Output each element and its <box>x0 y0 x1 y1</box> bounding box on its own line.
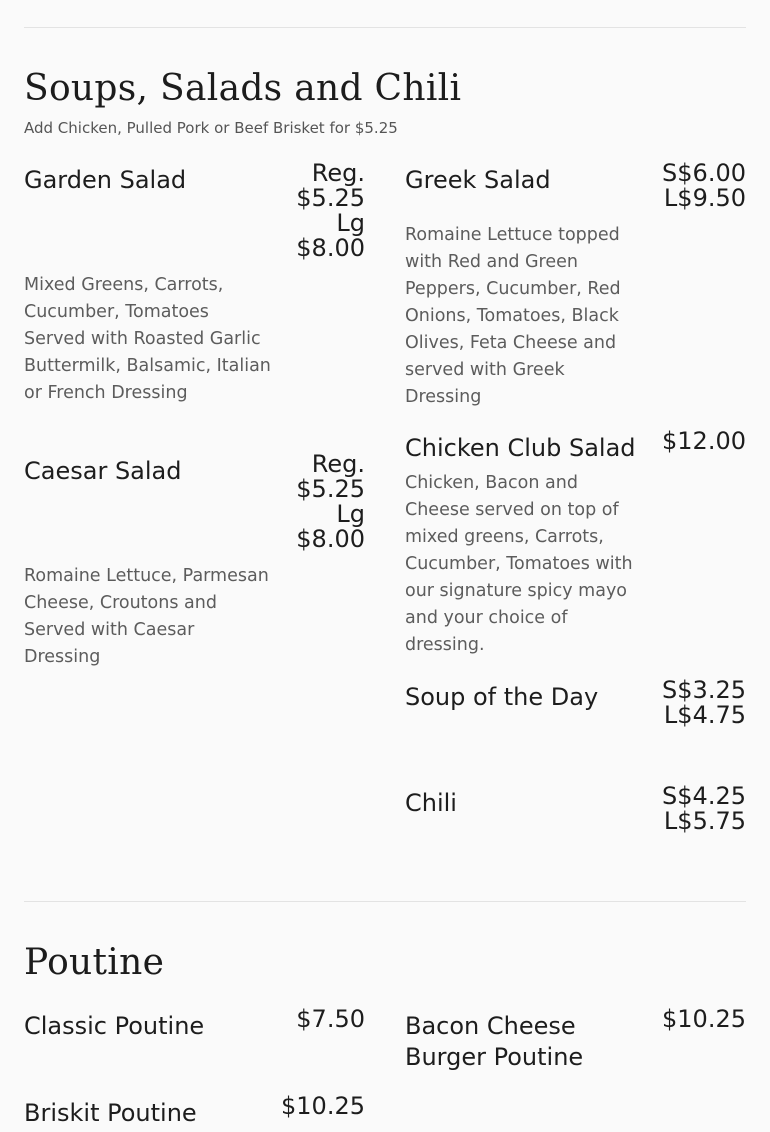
item-name: Briskit Poutine <box>24 1099 197 1127</box>
price-line: S$3.25 <box>662 676 746 704</box>
price-line: S$6.00 <box>662 159 746 187</box>
price-line: Reg. <box>311 450 365 478</box>
item-name: Chili <box>405 789 457 817</box>
item-name: Bacon Cheese Burger Poutine <box>405 1012 584 1071</box>
price-line: $12.00 <box>662 427 746 455</box>
price-line: $5.25 <box>296 475 365 503</box>
section-note-addons: Add Chicken, Pulled Pork or Beef Brisket for $5.25 <box>24 119 398 137</box>
menu-item-classic-poutine[interactable] <box>24 1005 365 1051</box>
item-name: Greek Salad <box>405 166 551 194</box>
item-description: Mixed Greens, Carrots, Cucumber, Tomatoes Served with Roasted Garlic Buttermilk, Balsamic, Italian or French Dressing <box>24 275 271 403</box>
item-price <box>296 161 365 261</box>
menu-item-garden-salad[interactable] <box>24 159 365 410</box>
item-price <box>662 1007 746 1032</box>
price-line: S$4.25 <box>662 782 746 810</box>
item-price <box>662 161 746 211</box>
price-line: Reg. <box>311 159 365 187</box>
price-line: $8.00 <box>296 234 365 262</box>
item-price <box>662 678 746 728</box>
price-line: $8.00 <box>296 525 365 553</box>
price-line: L$4.75 <box>663 701 746 729</box>
item-description: Chicken, Bacon and Cheese served on top of mixed greens, Carrots, Cucumber, Tomatoes with our signature spicy mayo and your choice of dressing. <box>405 473 633 655</box>
menu-item-greek-salad[interactable] <box>405 159 746 407</box>
top-divider <box>24 27 746 28</box>
price-line: $5.25 <box>296 184 365 212</box>
menu-item-briskit-poutine[interactable] <box>24 1092 365 1132</box>
section-title-soups: Soups, Salads and Chili <box>24 68 462 109</box>
price-line: Lg <box>336 500 365 528</box>
item-name: Classic Poutine <box>24 1012 205 1040</box>
menu-item-chili[interactable] <box>405 782 746 848</box>
item-name: Caesar Salad <box>24 457 182 485</box>
item-description: Romaine Lettuce topped with Red and Green Peppers, Cucumber, Red Onions, Tomatoes, Black Olives, Feta Cheese and served with Greek Dressing <box>405 225 621 407</box>
item-price <box>296 1007 365 1032</box>
price-line: Lg <box>336 209 365 237</box>
price-line: $10.25 <box>281 1092 365 1120</box>
price-line: L$9.50 <box>663 184 746 212</box>
menu-item-soup-of-the-day[interactable] <box>405 676 746 742</box>
item-name: Soup of the Day <box>405 683 599 711</box>
section-title-poutine: Poutine <box>24 942 165 983</box>
item-description: Romaine Lettuce, Parmesan Cheese, Croutons and Served with Caesar Dressing <box>24 566 269 667</box>
price-line: L$5.75 <box>663 807 746 835</box>
menu-item-chicken-club-salad[interactable] <box>405 427 746 655</box>
item-name: Chicken Club Salad <box>405 434 636 462</box>
section-divider <box>24 901 746 902</box>
menu-item-bacon-cheese-burger-poutine[interactable] <box>405 1005 746 1081</box>
menu-item-caesar-salad[interactable] <box>24 450 365 667</box>
item-name: Garden Salad <box>24 166 187 194</box>
price-line: $10.25 <box>662 1005 746 1033</box>
item-price <box>281 1094 365 1119</box>
item-price <box>662 784 746 834</box>
price-line: $7.50 <box>296 1005 365 1033</box>
item-price <box>662 429 746 454</box>
item-price <box>296 452 365 552</box>
